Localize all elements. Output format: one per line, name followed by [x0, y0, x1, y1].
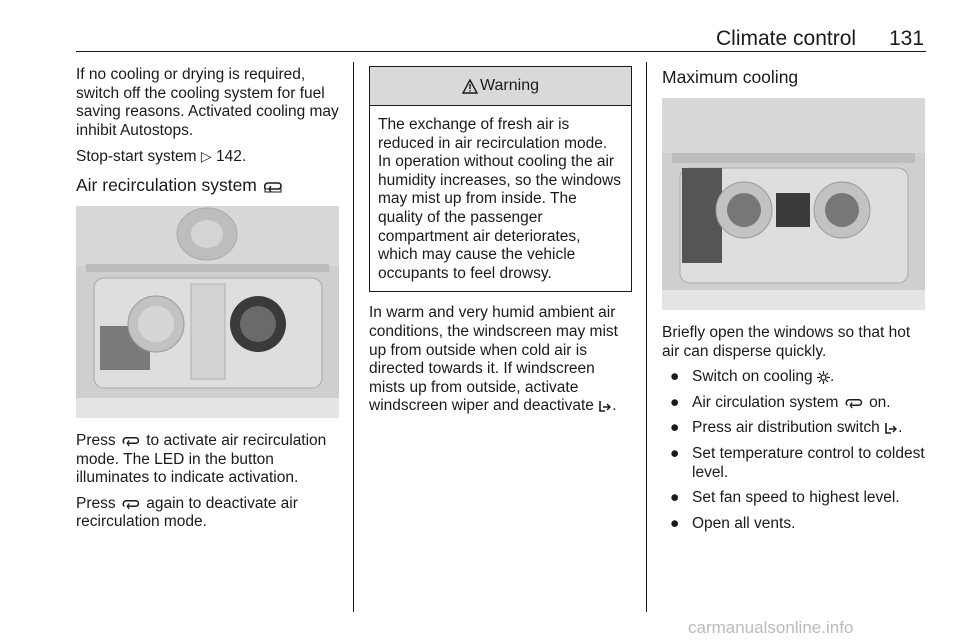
windscreen-mist-paragraph: In warm and very humid ambient air conditions, the windscreen may mist up from outside when cold air is directed towards it. If windscreen mists up from outside, activate windscreen wiper and deactivate . — [369, 304, 618, 415]
open-windows-paragraph: Briefly open the windows so that hot air can disperse quickly. — [662, 324, 911, 360]
air-recirculation-icon — [120, 434, 142, 447]
list-item: ● Air circulation system on. — [670, 393, 891, 411]
warning-box — [369, 66, 632, 292]
page-header-title: Climate control — [716, 27, 857, 50]
warning-body: The exchange of fresh air is reduced in air recirculation mode. In operation without cooling the air humidity increases, so the windows may mist up from inside. The quality of the passenger compartment air deteriorates, which may cause the vehicle occupants to feel drowsy. — [378, 116, 621, 282]
activate-recirculation-paragraph: Press to activate air recirculation mode. The LED in the button illuminates to indicate activation. — [76, 431, 327, 487]
air-recirculation-icon — [120, 497, 142, 510]
warning-header: Warning — [370, 67, 631, 106]
maximum-cooling-control-panel-photo — [662, 98, 925, 310]
cooling-off-paragraph: If no cooling or drying is required, switch off the cooling system for fuel saving reasons. Activated cooling may inhibit Autostops. — [76, 66, 339, 139]
maximum-cooling-heading: Maximum cooling — [662, 67, 799, 87]
column-2 — [369, 66, 634, 423]
warning-triangle-icon — [462, 79, 478, 94]
air-distribution-windscreen-icon — [598, 399, 612, 413]
column-divider-2 — [646, 62, 647, 612]
list-item: ● Press air distribution switch . — [670, 419, 903, 437]
stop-start-reference: Stop-start system ▷ 142. — [76, 148, 247, 166]
header-rule — [76, 51, 926, 52]
column-divider-1 — [353, 62, 354, 612]
list-item: ● Open all vents. — [670, 514, 796, 532]
deactivate-recirculation-paragraph: Press again to deactivate air recirculation mode. — [76, 494, 298, 531]
air-recirculation-control-panel-photo — [76, 206, 339, 418]
list-item: ● Set fan speed to highest level. — [670, 489, 900, 507]
max-cooling-steps — [662, 368, 927, 533]
watermark: carmanualsonline.info — [688, 618, 854, 637]
cooling-snowflake-icon — [817, 371, 830, 384]
air-recirculation-icon — [843, 396, 865, 409]
air-recirculation-icon — [262, 179, 284, 193]
list-item: ● Set temperature control to coldest level. — [670, 444, 925, 481]
column-1 — [76, 66, 342, 539]
list-item: ● Switch on cooling . — [670, 368, 835, 386]
air-distribution-icon — [884, 421, 898, 435]
page-number: 131 — [889, 27, 925, 50]
air-recirculation-heading: Air recirculation system — [76, 174, 342, 196]
column-3 — [662, 66, 927, 540]
page-reference-arrow-icon: ▷ — [200, 148, 212, 165]
